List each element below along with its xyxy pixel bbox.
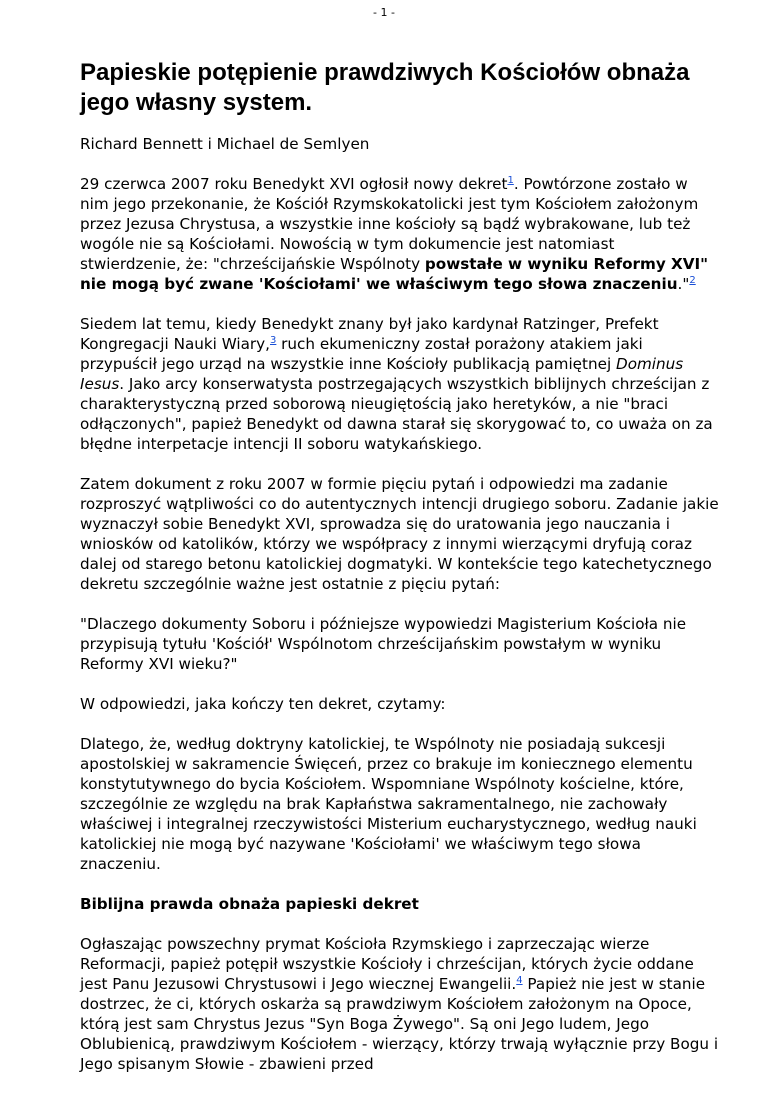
- paragraph-5: W odpowiedzi, jaka kończy ten dekret, czytamy:: [80, 695, 446, 713]
- footnote-link-1[interactable]: 1: [507, 174, 514, 186]
- paragraph-4-question: "Dlaczego dokumenty Soboru i późniejsze wypowiedzi Magisterium Kościoła nie przypisują tytułu 'Kościół' Wspólnotom chrześcijańskim powstałym w wyniku Reformy XVI wieku?": [80, 615, 687, 673]
- document-body: [80, 58, 720, 1094]
- footnote-link-3[interactable]: 3: [269, 334, 277, 346]
- footnote-link-4[interactable]: 4: [516, 974, 523, 986]
- paragraph-6-quote: Dlatego, że, według doktryny katolickiej, te Wspólnoty nie posiadają sukcesji apostolskiej w sakramencie Święceń, przez co brakuje im koniecznego elementu konstytutywnego do bycia Kościołem. Wspomniane Wspólnoty kościelne, które, szczególnie ze względu na brak Kapłaństwa sakramentalnego, nie zachowały właściwej i integralnej rzeczywistości Misterium eucharystycznego, według nauki katolickiej nie mogą być nazywane 'Kościołami' we właściwym tego słowa znaczeniu.: [80, 735, 697, 873]
- paragraph-3: Zatem dokument z roku 2007 w formie pięciu pytań i odpowiedzi ma zadanie rozproszyć wątpliwości co do autentycznych intencji drugiego soboru. Zadanie jakie wyznaczył sobie Benedykt XVI, sprowadza się do uratowania jego nauczania i wniosków od katolików, którzy we współpracy z innymi wierzącymi dryfują coraz dalej od starego betonu katolickiej dogmatyki. W kontekście tego katechetycznego dekretu szczególnie ważne jest ostatnie z pięciu pytań:: [80, 475, 719, 593]
- page-number: - 1 -: [373, 6, 395, 19]
- document-title-italic: Dominus Iesus: [80, 355, 684, 393]
- authors-line: Richard Bennett i Michael de Semlyen: [80, 135, 370, 153]
- footnote-link-2[interactable]: 2: [689, 274, 696, 286]
- document-title: Papieskie potępienie prawdziwych Kościołów obnaża jego własny system.: [80, 59, 690, 116]
- paragraph-1: 29 czerwca 2007 roku Benedykt XVI ogłosił nowy dekret$^1$. Powtórzone zostało w nim jego przekonanie, że Kościół Rzymskokatolicki jest tym Kościołem założonym przez Jezusa Chrystusa, a wszystkie inne kościoły są bądź wybrakowane, lub też wogóle nie są Kościołami. Nowością w tym dokumencie jest natomiast stwierdzenie, że: "chrześcijańskie Wspólnoty powstałe w wyniku Reformy XVI" nie mogą być zwane 'Kościołami' we właściwym tego słowa znaczeniu."$^2$: [80, 174, 709, 293]
- section-heading: Biblijna prawda obnaża papieski dekret: [80, 895, 419, 913]
- paragraph-7: Ogłaszając powszechny prymat Kościoła Rzymskiego i zaprzeczając wierze Reformacji, papież potępił wszystkie Kościoły i chrześcijan, których życie oddane jest Panu Jezusowi Chrystusowi i Jego wiecznej Ewangelii.$^4$ Papież nie jest w stanie dostrzec, że ci, których oskarża są prawdziwym Kościołem założonym na Opoce, którą jest sam Chrystus Jezus "Syn Boga Żywego". Są oni Jego ludem, Jego Oblubienicą, prawdziwym Kościołem - wierzący, którzy trwają wyłącznie przy Bogu i Jego spisanym Słowie - zbawieni przed: [80, 935, 719, 1073]
- bold-quote: powstałe w wyniku Reformy XVI" nie mogą być zwane 'Kościołami' we właściwym tego słowa znaczeniu: [80, 255, 709, 293]
- paragraph-2: Siedem lat temu, kiedy Benedykt znany był jako kardynał Ratzinger, Prefekt Kongregacji Nauki Wiary,$^3$ ruch ekumeniczny został porażony atakiem jaki przypuścił jego urząd na wszystkie inne Kościoły publikacją pamiętnej Dominus Iesus. Jako arcy konserwatysta postrzegających wszystkich biblijnych chrześcijan z charakterystyczną przed soborową nieugiętością jako heretyków, a nie "braci odłączonych", papież Benedykt od dawna starał się skorygować to, co uważa on za błędne interpetacje intencji II soboru watykańskiego.: [80, 315, 713, 453]
